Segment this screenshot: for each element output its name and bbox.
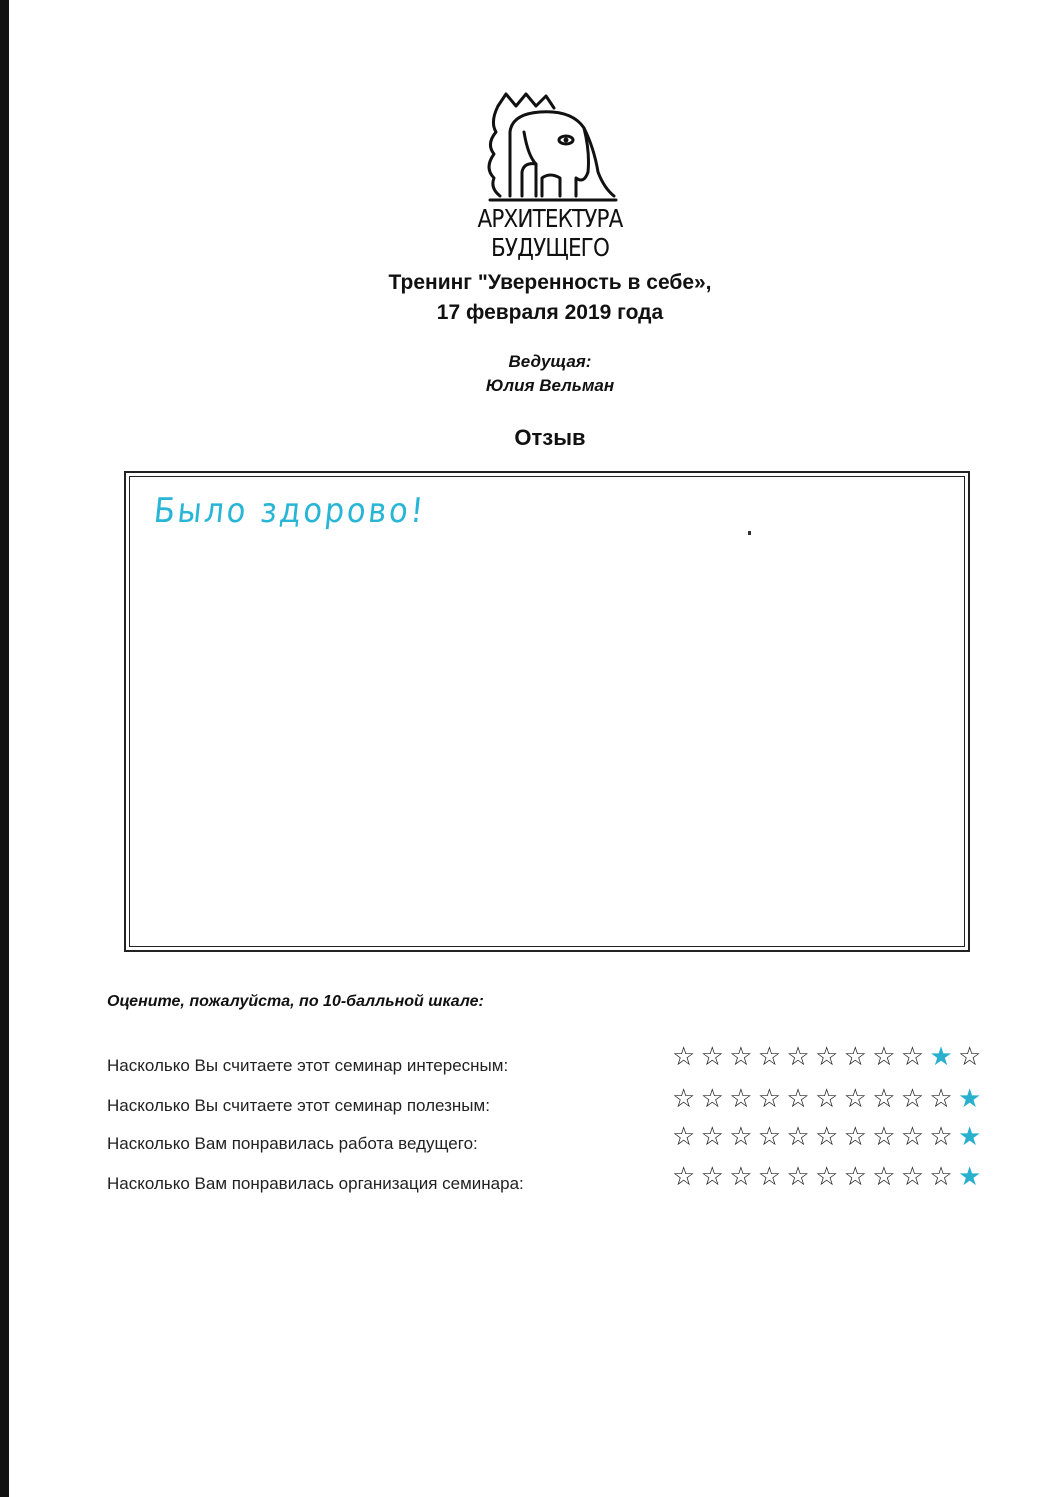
scan-speck <box>748 531 751 535</box>
question-useful: Насколько Вы считаете этот семинар полезным: <box>107 1096 490 1115</box>
star-empty-icon[interactable]: ☆ <box>843 1162 867 1192</box>
star-empty-icon[interactable]: ☆ <box>700 1162 724 1192</box>
star-empty-icon[interactable]: ☆ <box>729 1042 753 1072</box>
review-heading: Отзыв <box>514 425 586 450</box>
star-empty-icon[interactable]: ☆ <box>815 1162 839 1192</box>
star-empty-icon[interactable]: ☆ <box>672 1162 696 1192</box>
star-empty-icon[interactable]: ☆ <box>757 1084 782 1114</box>
star-empty-icon[interactable]: ☆ <box>729 1162 753 1192</box>
star-empty-icon[interactable]: ☆ <box>843 1084 867 1114</box>
star-empty-icon[interactable]: ☆ <box>929 1084 953 1114</box>
star-empty-icon[interactable]: ☆ <box>872 1162 896 1192</box>
title-line-2: 17 февраля 2019 года <box>436 301 664 324</box>
star-empty-icon[interactable]: ☆ <box>729 1084 753 1114</box>
star-rating-interesting[interactable] <box>672 1042 992 1072</box>
star-empty-icon[interactable]: ☆ <box>872 1084 896 1114</box>
star-rating-useful[interactable] <box>672 1084 992 1114</box>
question-interesting: Насколько Вы считаете этот семинар интересным: <box>107 1056 509 1075</box>
title-line-1: Тренинг "Уверенность в себе», <box>388 271 712 294</box>
star-empty-icon[interactable]: ☆ <box>958 1042 982 1072</box>
host-name: Юлия Вельман <box>485 376 615 395</box>
star-empty-icon[interactable]: ☆ <box>900 1122 925 1152</box>
star-empty-icon[interactable]: ☆ <box>757 1162 782 1192</box>
star-selected-icon[interactable]: ★ <box>929 1042 953 1072</box>
star-empty-icon[interactable]: ☆ <box>786 1122 810 1152</box>
star-empty-icon[interactable]: ☆ <box>900 1162 925 1192</box>
elephant-logo-icon <box>480 92 620 204</box>
star-empty-icon[interactable]: ☆ <box>786 1084 810 1114</box>
star-empty-icon[interactable]: ☆ <box>815 1042 839 1072</box>
star-selected-icon[interactable]: ★ <box>958 1162 982 1192</box>
star-empty-icon[interactable]: ☆ <box>729 1122 753 1152</box>
host-info <box>0 350 1058 398</box>
star-empty-icon[interactable]: ☆ <box>815 1122 839 1152</box>
star-empty-icon[interactable]: ☆ <box>672 1084 696 1114</box>
star-empty-icon[interactable]: ☆ <box>900 1042 925 1072</box>
star-empty-icon[interactable]: ☆ <box>786 1042 810 1072</box>
star-empty-icon[interactable]: ☆ <box>843 1122 867 1152</box>
star-empty-icon[interactable]: ☆ <box>786 1162 810 1192</box>
star-empty-icon[interactable]: ☆ <box>672 1122 696 1152</box>
star-empty-icon[interactable]: ☆ <box>929 1122 953 1152</box>
star-empty-icon[interactable]: ☆ <box>843 1042 867 1072</box>
scan-edge <box>0 0 9 1497</box>
star-selected-icon[interactable]: ★ <box>958 1084 982 1114</box>
star-empty-icon[interactable]: ☆ <box>900 1084 925 1114</box>
review-handwritten-text: Было здорово! <box>151 491 428 531</box>
star-empty-icon[interactable]: ☆ <box>929 1162 953 1192</box>
host-label: Ведущая: <box>508 352 592 371</box>
star-empty-icon[interactable]: ☆ <box>672 1042 696 1072</box>
star-empty-icon[interactable]: ☆ <box>700 1042 724 1072</box>
star-empty-icon[interactable]: ☆ <box>815 1084 839 1114</box>
review-textarea[interactable] <box>124 471 970 952</box>
logo <box>400 92 700 262</box>
question-host-work: Насколько Вам понравилась работа ведущего: <box>107 1134 478 1153</box>
rating-prompt: Оцените, пожалуйста, по 10-балльной шкале: <box>107 993 484 1010</box>
star-empty-icon[interactable]: ☆ <box>700 1122 724 1152</box>
logo-text: АРХИТЕКТУРА БУДУЩЕГО <box>477 204 623 262</box>
star-rating-host-work[interactable] <box>672 1122 992 1152</box>
star-empty-icon[interactable]: ☆ <box>872 1042 896 1072</box>
star-empty-icon[interactable]: ☆ <box>757 1042 782 1072</box>
star-empty-icon[interactable]: ☆ <box>700 1084 724 1114</box>
star-selected-icon[interactable]: ★ <box>958 1122 982 1152</box>
star-rating-organization[interactable] <box>672 1162 992 1192</box>
star-empty-icon[interactable]: ☆ <box>757 1122 782 1152</box>
star-empty-icon[interactable]: ☆ <box>872 1122 896 1152</box>
page-title <box>0 268 1058 328</box>
question-organization: Насколько Вам понравилась организация семинара: <box>107 1174 524 1193</box>
